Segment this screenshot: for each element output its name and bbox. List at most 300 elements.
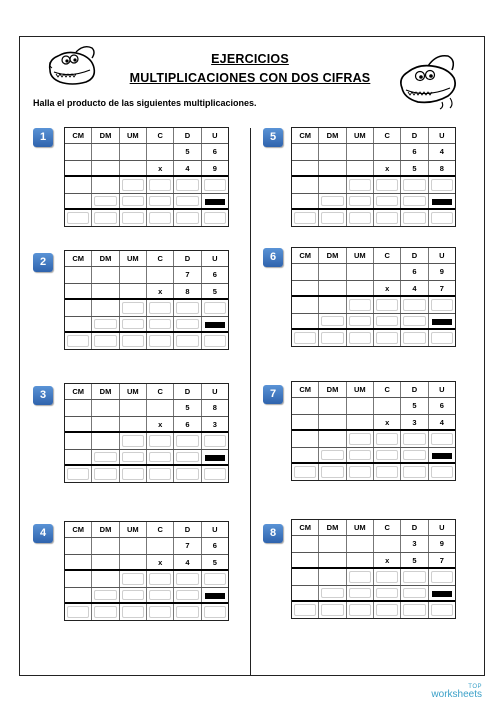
column-header: DM bbox=[319, 382, 346, 397]
grid-row bbox=[65, 400, 228, 416]
placeholder-block bbox=[429, 448, 455, 462]
grid-row bbox=[65, 317, 228, 333]
partial-product-cell[interactable] bbox=[174, 571, 201, 586]
partial-product-cell[interactable] bbox=[401, 194, 428, 208]
result-cell[interactable] bbox=[65, 210, 92, 226]
multiplier-digit: 8 bbox=[439, 163, 444, 173]
grid-row bbox=[65, 161, 228, 177]
multiplicand-digit: 3 bbox=[401, 536, 428, 551]
grid-row bbox=[292, 569, 455, 585]
grid-row bbox=[292, 248, 455, 264]
grid-row bbox=[65, 588, 228, 604]
result-cell[interactable] bbox=[92, 604, 119, 620]
grid-row bbox=[292, 264, 455, 280]
multiplicand-digit: 6 bbox=[439, 401, 444, 411]
partial-product-cell[interactable] bbox=[92, 194, 119, 208]
column-header: D bbox=[401, 248, 428, 263]
partial-product-cell[interactable] bbox=[202, 571, 228, 586]
multiplication-grid bbox=[291, 127, 456, 227]
multiplier-digit: 4 bbox=[401, 281, 428, 295]
grid-row bbox=[292, 314, 455, 330]
multiplier-digit: 8 bbox=[174, 284, 201, 298]
partial-product-cell[interactable] bbox=[174, 177, 201, 192]
result-cell[interactable] bbox=[120, 333, 147, 349]
grid-row bbox=[292, 177, 455, 193]
partial-product-cell[interactable] bbox=[374, 314, 401, 328]
column-header: CM bbox=[65, 128, 92, 143]
column-header: C bbox=[374, 382, 401, 397]
multiplier-digit bbox=[347, 161, 374, 175]
times-sign: x bbox=[147, 161, 174, 175]
partial-product-cell bbox=[292, 448, 319, 462]
column-header: CM bbox=[292, 382, 319, 397]
partial-product-cell[interactable] bbox=[401, 177, 428, 192]
partial-product-cell[interactable] bbox=[347, 177, 374, 192]
grid-row bbox=[292, 194, 455, 210]
grid-row bbox=[292, 520, 455, 536]
multiplier-digit bbox=[120, 284, 147, 298]
result-cell[interactable] bbox=[202, 210, 228, 226]
multiplier-digit: 3 bbox=[212, 419, 217, 429]
partial-product-cell[interactable] bbox=[92, 317, 119, 331]
multiplicand-digit: 6 bbox=[212, 270, 217, 280]
multiplicand-digit bbox=[292, 536, 319, 551]
column-header: C bbox=[147, 128, 174, 143]
result-cell[interactable] bbox=[347, 602, 374, 618]
brand-name: worksheets bbox=[431, 689, 482, 700]
partial-product-cell[interactable] bbox=[374, 177, 401, 192]
grid-row bbox=[65, 144, 228, 160]
times-sign: x bbox=[374, 281, 401, 295]
partial-product-cell bbox=[319, 569, 346, 584]
partial-product-cell[interactable] bbox=[319, 586, 346, 600]
grid-row bbox=[292, 382, 455, 398]
partial-product-cell[interactable] bbox=[374, 194, 401, 208]
multiplicand-digit bbox=[347, 536, 374, 551]
result-cell[interactable] bbox=[401, 602, 428, 618]
multiplicand-digit: 7 bbox=[174, 267, 201, 282]
grid-row bbox=[292, 210, 455, 226]
column-header: U bbox=[439, 251, 445, 260]
multiplier-digit: 4 bbox=[174, 161, 201, 175]
partial-product-cell[interactable] bbox=[401, 314, 428, 328]
column-header: DM bbox=[92, 522, 119, 537]
partial-product-cell[interactable] bbox=[120, 433, 147, 448]
placeholder-block bbox=[202, 588, 228, 602]
column-header: DM bbox=[319, 248, 346, 263]
result-cell[interactable] bbox=[347, 330, 374, 346]
multiplier-digit bbox=[92, 284, 119, 298]
column-header: CM bbox=[65, 522, 92, 537]
title-ejercicios: EJERCICIOS bbox=[211, 52, 289, 66]
multiplicand-digit bbox=[65, 538, 92, 553]
grid-row bbox=[65, 333, 228, 349]
exercise-number-badge: 3 bbox=[33, 386, 53, 405]
result-cell[interactable] bbox=[429, 210, 455, 226]
partial-product-cell[interactable] bbox=[147, 588, 174, 602]
column-header: D bbox=[401, 382, 428, 397]
partial-product-cell bbox=[65, 588, 92, 602]
partial-product-cell bbox=[65, 571, 92, 586]
result-cell[interactable] bbox=[202, 604, 228, 620]
result-cell[interactable] bbox=[319, 602, 346, 618]
exercise-number-badge: 1 bbox=[33, 128, 53, 147]
placeholder-block bbox=[429, 586, 455, 600]
result-cell[interactable] bbox=[147, 604, 174, 620]
column-header: CM bbox=[292, 128, 319, 143]
multiplicand-digit: 6 bbox=[401, 264, 428, 279]
multiplication-grid bbox=[291, 247, 456, 347]
partial-product-cell[interactable] bbox=[347, 297, 374, 312]
partial-product-cell[interactable] bbox=[120, 194, 147, 208]
grid-row bbox=[65, 604, 228, 620]
crocodile-left-icon bbox=[46, 40, 98, 90]
partial-product-cell[interactable] bbox=[147, 300, 174, 315]
grid-row bbox=[292, 281, 455, 297]
multiplicand-digit: 4 bbox=[439, 147, 444, 157]
times-sign: x bbox=[147, 555, 174, 569]
multiplicand-digit bbox=[120, 538, 147, 553]
column-header: D bbox=[174, 522, 201, 537]
result-cell[interactable] bbox=[174, 210, 201, 226]
partial-product-cell[interactable] bbox=[401, 297, 428, 312]
partial-product-cell[interactable] bbox=[347, 586, 374, 600]
multiplicand-digit bbox=[374, 536, 401, 551]
partial-product-cell[interactable] bbox=[374, 431, 401, 446]
result-cell[interactable] bbox=[202, 466, 228, 482]
partial-product-cell bbox=[319, 177, 346, 192]
grid-row bbox=[65, 251, 228, 267]
grid-row bbox=[292, 536, 455, 552]
multiplicand-digit: 6 bbox=[212, 147, 217, 157]
multiplicand-digit bbox=[147, 538, 174, 553]
partial-product-cell[interactable] bbox=[202, 300, 228, 315]
partial-product-cell[interactable] bbox=[347, 431, 374, 446]
result-cell[interactable] bbox=[292, 602, 319, 618]
partial-product-cell bbox=[65, 194, 92, 208]
column-header: DM bbox=[319, 128, 346, 143]
grid-row bbox=[65, 284, 228, 300]
multiplicand-digit: 6 bbox=[212, 541, 217, 551]
grid-row bbox=[65, 450, 228, 466]
multiplicand-digit bbox=[292, 398, 319, 413]
column-header: U bbox=[439, 523, 445, 532]
partial-product-cell bbox=[92, 433, 119, 448]
multiplier-digit bbox=[347, 281, 374, 295]
partial-product-cell[interactable] bbox=[174, 317, 201, 331]
result-cell[interactable] bbox=[120, 604, 147, 620]
multiplicand-digit bbox=[92, 538, 119, 553]
partial-product-cell[interactable] bbox=[147, 571, 174, 586]
result-cell[interactable] bbox=[202, 333, 228, 349]
partial-product-cell[interactable] bbox=[401, 431, 428, 446]
multiplier-digit bbox=[319, 161, 346, 175]
column-header: UM bbox=[120, 128, 147, 143]
result-cell[interactable] bbox=[429, 602, 455, 618]
result-cell[interactable] bbox=[374, 464, 401, 480]
multiplicand-digit bbox=[147, 267, 174, 282]
result-cell[interactable] bbox=[65, 333, 92, 349]
result-cell[interactable] bbox=[65, 604, 92, 620]
result-cell[interactable] bbox=[147, 333, 174, 349]
grid-row bbox=[292, 330, 455, 346]
multiplication-grid bbox=[291, 381, 456, 481]
partial-product-cell[interactable] bbox=[174, 194, 201, 208]
partial-product-cell[interactable] bbox=[202, 177, 228, 192]
multiplier-digit bbox=[65, 161, 92, 175]
partial-product-cell[interactable] bbox=[374, 448, 401, 462]
multiplier-digit bbox=[292, 281, 319, 295]
partial-product-cell[interactable] bbox=[120, 177, 147, 192]
grid-row bbox=[292, 398, 455, 414]
partial-product-cell[interactable] bbox=[319, 194, 346, 208]
partial-product-cell[interactable] bbox=[401, 448, 428, 462]
partial-product-cell[interactable] bbox=[92, 450, 119, 464]
exercise-number-badge: 8 bbox=[263, 524, 283, 543]
partial-product-cell[interactable] bbox=[147, 450, 174, 464]
partial-product-cell[interactable] bbox=[347, 569, 374, 584]
footer-brand bbox=[431, 683, 482, 699]
column-header: UM bbox=[120, 384, 147, 399]
partial-product-cell[interactable] bbox=[374, 297, 401, 312]
grid-row bbox=[292, 431, 455, 447]
multiplier-digit bbox=[120, 555, 147, 569]
column-header: C bbox=[147, 251, 174, 266]
partial-product-cell[interactable] bbox=[120, 588, 147, 602]
column-header: UM bbox=[120, 251, 147, 266]
multiplier-digit: 7 bbox=[439, 283, 444, 293]
partial-product-cell bbox=[292, 569, 319, 584]
grid-row bbox=[292, 297, 455, 313]
result-cell[interactable] bbox=[147, 466, 174, 482]
result-cell[interactable] bbox=[120, 210, 147, 226]
column-header: U bbox=[212, 254, 218, 263]
exercise-number-badge: 4 bbox=[33, 524, 53, 543]
multiplication-grid bbox=[64, 521, 229, 621]
multiplier-digit: 5 bbox=[401, 553, 428, 567]
times-sign: x bbox=[374, 553, 401, 567]
title-subtitle: MULTIPLICACIONES CON DOS CIFRAS bbox=[129, 71, 371, 85]
multiplier-digit bbox=[292, 553, 319, 567]
grid-row bbox=[65, 210, 228, 226]
multiplicand-digit: 9 bbox=[439, 539, 444, 549]
column-header: CM bbox=[292, 520, 319, 535]
result-cell[interactable] bbox=[401, 464, 428, 480]
result-cell[interactable] bbox=[174, 333, 201, 349]
grid-row bbox=[292, 602, 455, 618]
partial-product-cell[interactable] bbox=[174, 450, 201, 464]
partial-product-cell[interactable] bbox=[374, 586, 401, 600]
grid-row bbox=[65, 466, 228, 482]
grid-row bbox=[65, 538, 228, 554]
times-sign: x bbox=[374, 161, 401, 175]
result-cell[interactable] bbox=[374, 602, 401, 618]
multiplication-grid bbox=[64, 250, 229, 350]
partial-product-cell[interactable] bbox=[174, 300, 201, 315]
result-cell[interactable] bbox=[347, 210, 374, 226]
multiplicand-digit bbox=[347, 264, 374, 279]
multiplicand-digit bbox=[347, 398, 374, 413]
result-cell[interactable] bbox=[65, 466, 92, 482]
grid-row bbox=[65, 384, 228, 400]
result-cell[interactable] bbox=[92, 210, 119, 226]
grid-row bbox=[65, 177, 228, 193]
column-header: U bbox=[212, 387, 218, 396]
partial-product-cell[interactable] bbox=[202, 433, 228, 448]
column-header: DM bbox=[92, 384, 119, 399]
multiplicand-digit bbox=[292, 264, 319, 279]
grid-row bbox=[65, 571, 228, 587]
multiplicand-digit bbox=[65, 267, 92, 282]
multiplicand-digit: 7 bbox=[174, 538, 201, 553]
multiplicand-digit bbox=[147, 144, 174, 159]
partial-product-cell bbox=[65, 433, 92, 448]
multiplier-digit: 4 bbox=[174, 555, 201, 569]
partial-product-cell[interactable] bbox=[429, 431, 455, 446]
column-header: U bbox=[212, 131, 218, 140]
result-cell[interactable] bbox=[120, 466, 147, 482]
result-cell[interactable] bbox=[292, 330, 319, 346]
grid-row bbox=[65, 267, 228, 283]
brand-top: TOP bbox=[468, 684, 482, 690]
column-header: D bbox=[401, 520, 428, 535]
multiplier-digit: 6 bbox=[174, 417, 201, 431]
partial-product-cell[interactable] bbox=[347, 194, 374, 208]
partial-product-cell bbox=[292, 297, 319, 312]
result-cell[interactable] bbox=[292, 464, 319, 480]
partial-product-cell[interactable] bbox=[319, 314, 346, 328]
placeholder-block bbox=[429, 194, 455, 208]
crocodile-right-icon bbox=[394, 48, 460, 110]
multiplicand-digit bbox=[319, 144, 346, 159]
multiplicand-digit bbox=[374, 144, 401, 159]
multiplier-digit: 4 bbox=[439, 417, 444, 427]
partial-product-cell[interactable] bbox=[147, 317, 174, 331]
partial-product-cell[interactable] bbox=[120, 571, 147, 586]
column-header: UM bbox=[347, 520, 374, 535]
multiplication-grid bbox=[64, 127, 229, 227]
partial-product-cell[interactable] bbox=[347, 314, 374, 328]
column-header: D bbox=[401, 128, 428, 143]
partial-product-cell bbox=[292, 431, 319, 446]
exercise-number-badge: 5 bbox=[263, 128, 283, 147]
multiplier-digit: 7 bbox=[439, 555, 444, 565]
result-cell[interactable] bbox=[374, 210, 401, 226]
multiplicand-digit bbox=[347, 144, 374, 159]
times-sign: x bbox=[374, 415, 401, 429]
partial-product-cell[interactable] bbox=[120, 317, 147, 331]
result-cell[interactable] bbox=[319, 330, 346, 346]
grid-row bbox=[65, 555, 228, 571]
partial-product-cell[interactable] bbox=[174, 588, 201, 602]
partial-product-cell[interactable] bbox=[120, 450, 147, 464]
partial-product-cell[interactable] bbox=[429, 177, 455, 192]
result-cell[interactable] bbox=[147, 210, 174, 226]
partial-product-cell[interactable] bbox=[429, 297, 455, 312]
partial-product-cell[interactable] bbox=[147, 177, 174, 192]
partial-product-cell bbox=[292, 194, 319, 208]
column-header: UM bbox=[347, 382, 374, 397]
partial-product-cell[interactable] bbox=[174, 433, 201, 448]
column-header: DM bbox=[319, 520, 346, 535]
grid-row bbox=[292, 464, 455, 480]
result-cell[interactable] bbox=[401, 330, 428, 346]
multiplier-digit bbox=[92, 417, 119, 431]
partial-product-cell[interactable] bbox=[429, 569, 455, 584]
partial-product-cell bbox=[92, 300, 119, 315]
multiplicand-digit bbox=[92, 267, 119, 282]
multiplicand-digit: 8 bbox=[212, 403, 217, 413]
partial-product-cell bbox=[65, 177, 92, 192]
partial-product-cell bbox=[65, 450, 92, 464]
result-cell[interactable] bbox=[429, 464, 455, 480]
partial-product-cell[interactable] bbox=[374, 569, 401, 584]
partial-product-cell[interactable] bbox=[92, 588, 119, 602]
column-header: CM bbox=[292, 248, 319, 263]
result-cell[interactable] bbox=[401, 210, 428, 226]
partial-product-cell bbox=[92, 571, 119, 586]
partial-product-cell[interactable] bbox=[401, 569, 428, 584]
result-cell[interactable] bbox=[174, 604, 201, 620]
column-header: C bbox=[147, 384, 174, 399]
grid-row bbox=[292, 586, 455, 602]
partial-product-cell[interactable] bbox=[347, 448, 374, 462]
grid-row bbox=[292, 161, 455, 177]
partial-product-cell[interactable] bbox=[147, 194, 174, 208]
partial-product-cell bbox=[65, 317, 92, 331]
grid-row bbox=[292, 128, 455, 144]
column-header: DM bbox=[92, 251, 119, 266]
multiplier-digit: 9 bbox=[212, 163, 217, 173]
multiplier-digit: 5 bbox=[212, 557, 217, 567]
column-header: UM bbox=[120, 522, 147, 537]
placeholder-block bbox=[429, 314, 455, 328]
exercise-number-badge: 7 bbox=[263, 385, 283, 404]
placeholder-block bbox=[202, 317, 228, 331]
result-cell[interactable] bbox=[92, 333, 119, 349]
result-cell[interactable] bbox=[374, 330, 401, 346]
partial-product-cell bbox=[92, 177, 119, 192]
result-cell[interactable] bbox=[429, 330, 455, 346]
partial-product-cell[interactable] bbox=[319, 448, 346, 462]
multiplier-digit bbox=[92, 161, 119, 175]
result-cell[interactable] bbox=[92, 466, 119, 482]
result-cell[interactable] bbox=[347, 464, 374, 480]
column-header: DM bbox=[92, 128, 119, 143]
result-cell[interactable] bbox=[174, 466, 201, 482]
column-divider bbox=[250, 128, 251, 676]
multiplier-digit bbox=[319, 415, 346, 429]
multiplicand-digit bbox=[120, 400, 147, 415]
partial-product-cell[interactable] bbox=[120, 300, 147, 315]
column-header: CM bbox=[65, 251, 92, 266]
column-header: D bbox=[174, 128, 201, 143]
partial-product-cell[interactable] bbox=[147, 433, 174, 448]
column-header: U bbox=[439, 131, 445, 140]
partial-product-cell bbox=[319, 431, 346, 446]
result-cell[interactable] bbox=[292, 210, 319, 226]
partial-product-cell[interactable] bbox=[401, 586, 428, 600]
multiplier-digit bbox=[65, 555, 92, 569]
grid-row bbox=[65, 433, 228, 449]
multiplier-digit bbox=[92, 555, 119, 569]
result-cell[interactable] bbox=[319, 464, 346, 480]
multiplier-digit bbox=[292, 415, 319, 429]
multiplier-digit bbox=[319, 281, 346, 295]
result-cell[interactable] bbox=[319, 210, 346, 226]
multiplicand-digit bbox=[120, 267, 147, 282]
multiplier-digit bbox=[347, 415, 374, 429]
